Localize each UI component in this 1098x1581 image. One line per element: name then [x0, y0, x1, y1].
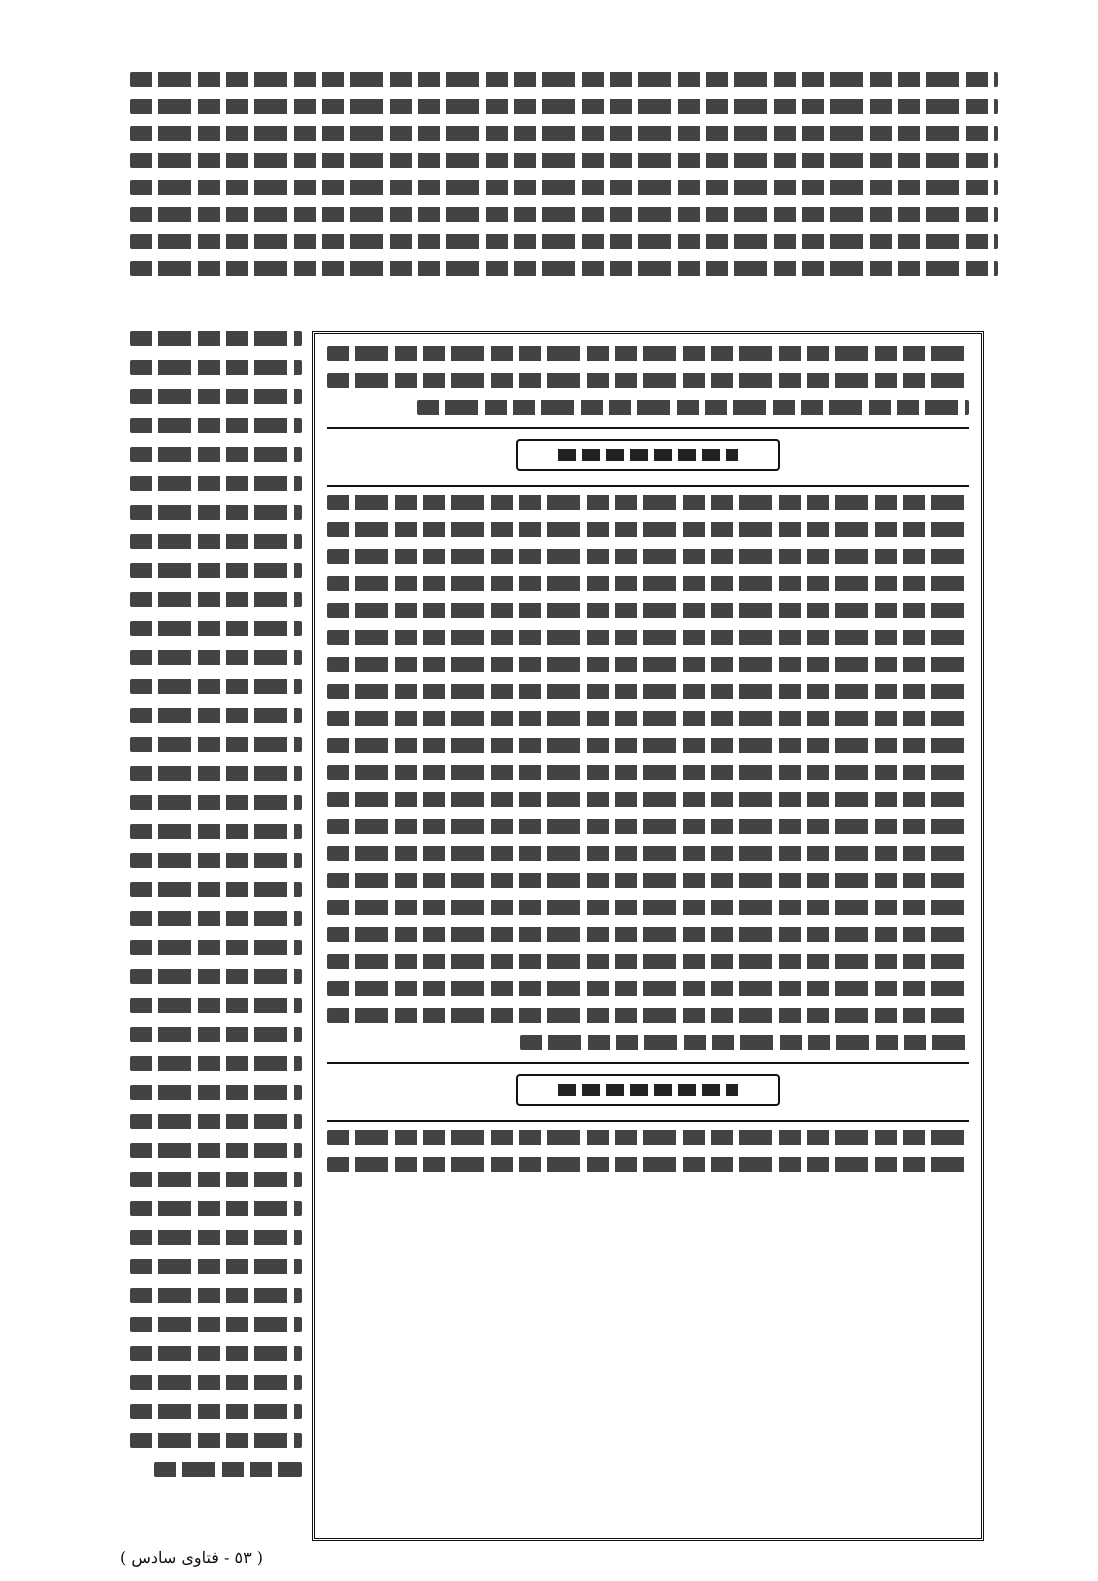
text-line — [130, 234, 998, 249]
text-line — [130, 180, 998, 195]
paragraph — [327, 346, 969, 415]
main-text-box — [312, 331, 984, 1541]
text-line — [130, 153, 998, 168]
section-header — [516, 1074, 780, 1106]
text-line — [130, 72, 998, 87]
top-text-block — [130, 72, 998, 288]
side-column — [130, 331, 302, 1491]
section-header — [516, 439, 780, 471]
text-line — [130, 207, 998, 222]
paragraph — [327, 495, 969, 1050]
page-number: ( ٥٣ - فتاوى سادس ) — [120, 1548, 264, 1567]
text-line — [130, 126, 998, 141]
paragraph — [327, 1130, 969, 1172]
text-line — [130, 99, 998, 114]
text-line — [130, 261, 998, 276]
